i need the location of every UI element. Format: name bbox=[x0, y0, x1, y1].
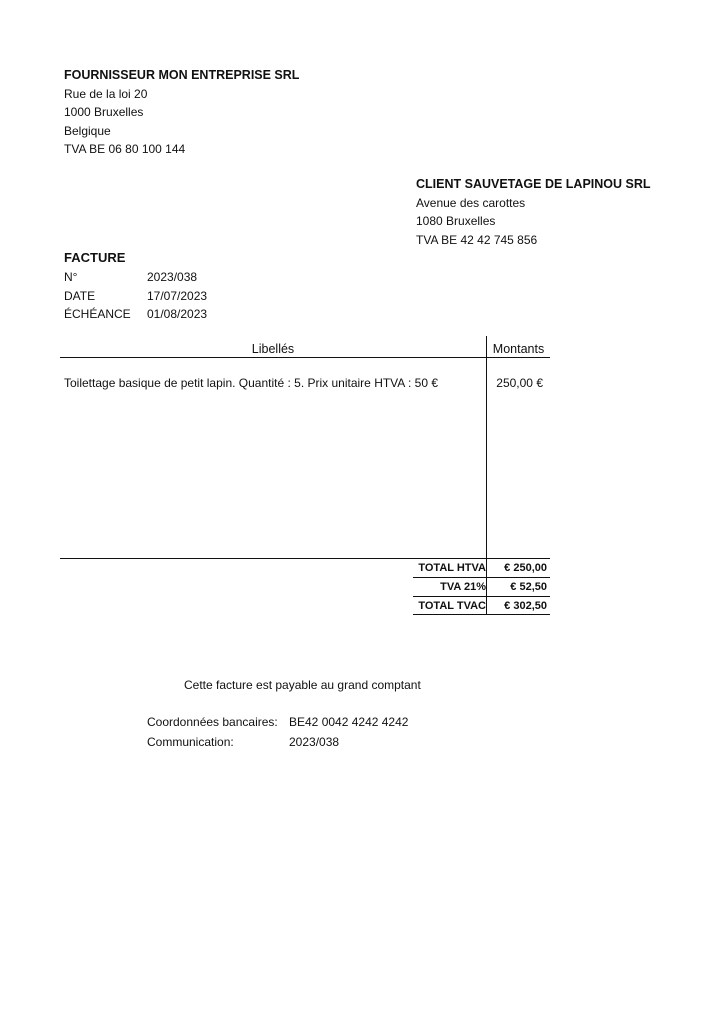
total-tvac-label: TOTAL TVAC bbox=[418, 600, 486, 612]
invoice-title: FACTURE bbox=[64, 250, 126, 265]
bank-details bbox=[147, 712, 408, 752]
communication-label: Communication: bbox=[147, 735, 234, 749]
total-tvac-value: € 302,50 bbox=[504, 600, 547, 612]
tva-value: € 52,50 bbox=[510, 581, 547, 593]
totals-bottom-line bbox=[413, 614, 550, 615]
bank-account-label: Coordonnées bancaires: bbox=[147, 715, 278, 729]
bank-account-row bbox=[147, 712, 408, 732]
item-description: Toilettage basique de petit lapin. Quantité : 5. Prix unitaire HTVA : 50 € bbox=[64, 376, 438, 390]
supplier-name: FOURNISSEUR MON ENTREPRISE SRL bbox=[64, 68, 300, 82]
invoice-number: 2023/038 bbox=[147, 270, 198, 284]
supplier-country: Belgique bbox=[64, 123, 111, 138]
client-block bbox=[416, 175, 651, 249]
invoice-date: 17/07/2023 bbox=[147, 288, 208, 303]
client-name: CLIENT SAUVETAGE DE LAPINOU SRL bbox=[416, 177, 651, 191]
invoice-date-label: DATE bbox=[64, 288, 96, 303]
supplier-block bbox=[64, 66, 299, 159]
invoice-due-label: ÉCHÉANCE bbox=[64, 307, 131, 321]
communication-value: 2023/038 bbox=[289, 735, 340, 749]
supplier-vat: TVA BE 06 80 100 144 bbox=[64, 142, 186, 156]
invoice-due-date: 01/08/2023 bbox=[147, 307, 208, 321]
communication-row bbox=[147, 732, 408, 752]
client-address-line1: Avenue des carottes bbox=[416, 195, 526, 210]
total-htva-value: € 250,00 bbox=[504, 562, 547, 574]
invoice-meta bbox=[64, 248, 207, 324]
client-vat: TVA BE 42 42 745 856 bbox=[416, 232, 538, 247]
invoice-due-row bbox=[64, 305, 207, 324]
column-header-description: Libellés bbox=[251, 342, 295, 356]
supplier-address-line2: 1000 Bruxelles bbox=[64, 105, 144, 119]
column-header-amount: Montants bbox=[492, 342, 545, 356]
tva-label: TVA 21% bbox=[440, 581, 486, 593]
invoice-number-label: N° bbox=[64, 270, 78, 284]
invoice-date-row bbox=[64, 287, 207, 306]
invoice-number-row bbox=[64, 268, 207, 287]
payment-terms: Cette facture est payable au grand comptant bbox=[184, 678, 421, 692]
table-header-divider bbox=[60, 357, 550, 358]
item-amount: 250,00 € bbox=[496, 376, 543, 390]
total-htva-label: TOTAL HTVA bbox=[418, 562, 486, 574]
bank-account-value: BE42 0042 4242 4242 bbox=[289, 715, 409, 729]
supplier-address-line1: Rue de la loi 20 bbox=[64, 86, 148, 101]
client-address-line2: 1080 Bruxelles bbox=[416, 214, 496, 228]
